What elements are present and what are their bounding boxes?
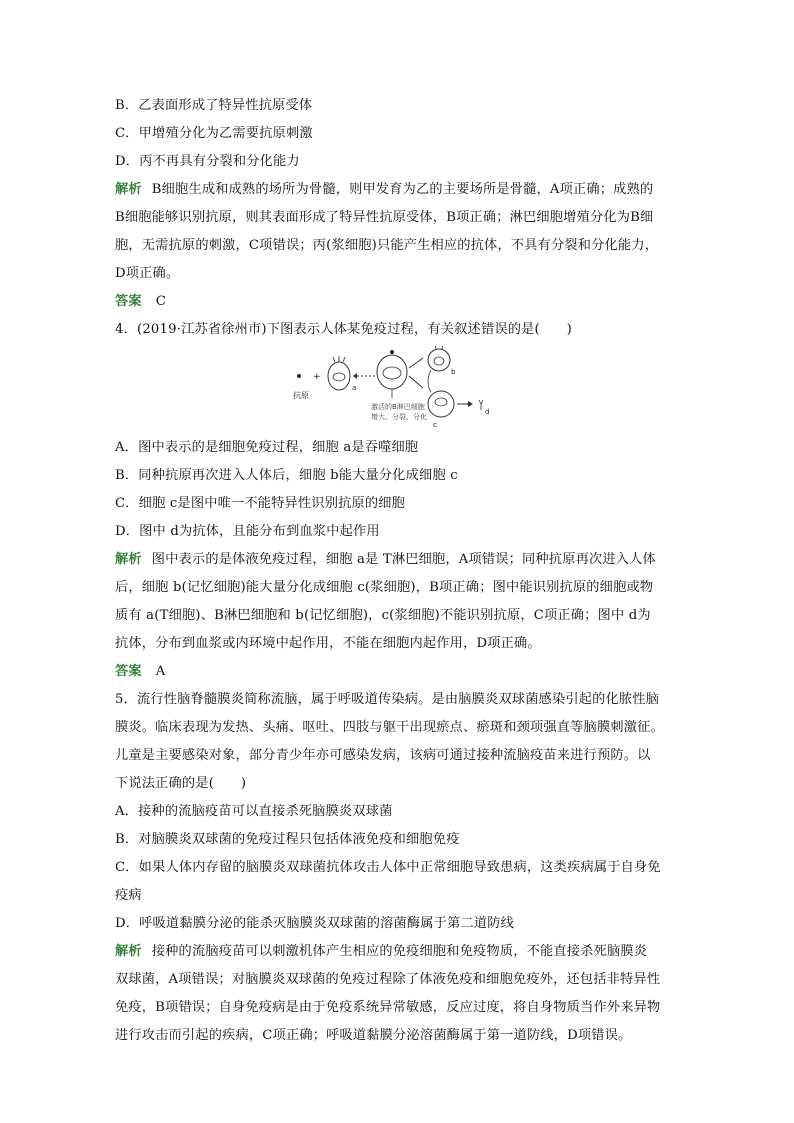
q4-stem: 4．(2019·江苏省徐州市)下图表示人体某免疫过程，有关叙述错误的是( ) [115, 322, 572, 337]
figure-caption-2: 增大、分裂、分化 [371, 413, 427, 421]
q3-analysis-line [115, 176, 683, 204]
q3-answer-value: C [155, 294, 167, 309]
q4-analysis-label: 解析 [115, 552, 142, 567]
antibody-d-label: d [485, 408, 490, 416]
q5-analysis-line: 双球菌，A项错误；对脑膜炎双球菌的免疫过程除了体液免疫和细胞免疫外，还包括非特异性 [115, 972, 661, 987]
q3-option-b: B．乙表面形成了特异性抗原受体 [115, 98, 313, 113]
q5-option-b: B．对脑膜炎双球菌的免疫过程只包括体液免疫和细胞免疫 [115, 832, 460, 847]
q3-answer-label: 答案 [115, 294, 142, 309]
branch-arrows [409, 358, 423, 388]
figure-caption-1: 激活的B淋巴细胞 [371, 403, 425, 411]
antigen-label: 抗原 [293, 391, 309, 400]
cell-c-label: c [433, 421, 437, 429]
q3-option-c: C．甲增殖分化为乙需要抗原刺激 [115, 126, 313, 141]
q4-analysis-line: 抗体，分布到血浆或内环境中起作用，不能在细胞内起作用，D项正确。 [115, 636, 541, 651]
immune-diagram [291, 346, 501, 430]
antibody-icon [479, 400, 483, 410]
arrow-head [353, 373, 357, 379]
q5-analysis-label: 解析 [115, 944, 142, 959]
q4-option-a: A．图中表示的是细胞免疫过程，细胞 a是吞噬细胞 [115, 440, 419, 455]
q3-analysis-line: B细胞能够识别抗原，则其表面形成了特异性抗原受体，B项正确；淋巴细胞增殖分化为B细 [115, 210, 654, 225]
q4-answer [115, 658, 683, 686]
cell-a-label: a [352, 384, 357, 392]
q5-option-c-cont: 疫病 [115, 888, 142, 903]
q5-analysis-text: 接种的流脑疫苗可以刺激机体产生相应的免疫细胞和免疫物质，不能直接杀死脑膜炎 [151, 944, 648, 959]
q5-analysis-line: 进行攻击而引起的疾病，C项正确；呼吸道黏膜分泌溶菌酶属于第一道防线，D项错误。 [115, 1028, 632, 1043]
q4-answer-label: 答案 [115, 664, 142, 679]
q3-option-d: D．丙不再具有分裂和分化能力 [115, 154, 300, 169]
q3-analysis-line: 胞，无需抗原的刺激，C项错误；丙(浆细胞)只能产生相应的抗体，不具有分裂和分化能力， [115, 238, 659, 253]
q5-option-a: A．接种的流脑疫苗可以直接杀死脑膜炎双球菌 [115, 804, 393, 819]
q3-analysis-line: D项正确。 [115, 266, 180, 281]
q5-analysis-line [115, 938, 683, 966]
q5-analysis-line: 免疫，B项错误；自身免疫病是由于免疫系统异常敏感，反应过度，将自身物质当作外来异物 [115, 1000, 661, 1015]
activated-b-cell [377, 350, 407, 398]
document-page [115, 92, 683, 1050]
q4-analysis-line: 质有 a(T细胞)、B淋巴细胞和 b(记忆细胞)，c(浆细胞)不能识别抗原，C项正确；图中 d为 [115, 608, 651, 623]
q5-stem-line: 5．流行性脑脊髓膜炎简称流脑，属于呼吸道传染病。是由脑膜炎双球菌感染引起的化脓性脑 [115, 692, 660, 707]
q5-stem-line: 儿童是主要感染对象，部分青少年亦可感染发病，该病可通过接种流脑疫苗来进行预防。以 [115, 748, 651, 763]
q4-option-c: C．细胞 c是图中唯一不能特异性识别抗原的细胞 [115, 496, 406, 511]
q3-analysis-label: 解析 [115, 182, 142, 197]
q5-stem-line: 膜炎。临床表现为发热、头痛、呕吐、四肢与躯干出现瘀点、瘀斑和颈项强直等脑膜刺激征。 [115, 720, 664, 735]
q5-option-c: C．如果人体内存留的脑膜炎双球菌抗体攻击人体中正常细胞导致患病，这类疾病属于自身免 [115, 860, 661, 875]
cell-b-label: b [451, 368, 456, 376]
immune-process-figure [115, 344, 683, 434]
memory-arrow [428, 370, 431, 392]
q5-stem-line: 下说法正确的是( ) [115, 776, 247, 791]
cell-b [428, 346, 456, 376]
q4-answer-value: A [155, 664, 166, 679]
cell-a [328, 356, 356, 392]
q4-option-d: D．图中 d为抗体，且能分布到血浆中起作用 [115, 524, 380, 539]
q4-analysis-text: 图中表示的是体液免疫过程，细胞 a是 T淋巴细胞，A项错误；同种抗原再次进入人体 [151, 552, 656, 567]
q4-option-b: B．同种抗原再次进入人体后，细胞 b能大量分化成细胞 c [115, 468, 458, 483]
antigen-dot [297, 374, 301, 378]
q4-analysis-line: 后，细胞 b(记忆细胞)能大量分化成细胞 c(浆细胞)，B项正确；图中能识别抗原的细胞或物 [115, 580, 654, 595]
q3-analysis-text: B细胞生成和成熟的场所为骨髓，则甲发育为乙的主要场所是骨髓，A项正确；成熟的 [151, 182, 654, 197]
q4-analysis-line [115, 546, 683, 574]
plus-sign: + [313, 372, 321, 382]
cell-c [428, 391, 454, 429]
q3-answer [115, 288, 683, 316]
q5-option-d: D．呼吸道黏膜分泌的能杀灭脑膜炎双球菌的溶菌酶属于第二道防线 [115, 916, 515, 931]
